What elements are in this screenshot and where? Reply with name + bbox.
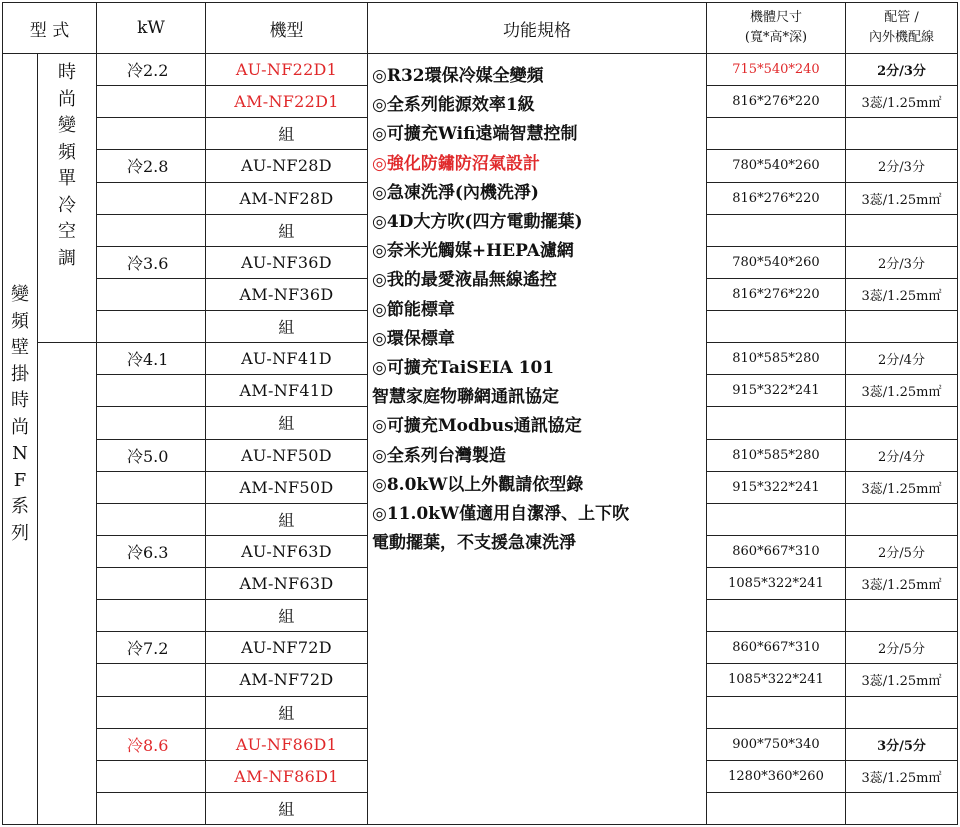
model-cell: AU-NF41D [206, 343, 368, 375]
kw-cell [97, 407, 206, 439]
pipe-cell [846, 214, 958, 246]
feature-line: ◎4D大方吹(四方電動擺葉) [372, 212, 583, 233]
kw-cell: 冷3.6 [97, 246, 206, 278]
model-cell: AU-NF63D [206, 535, 368, 567]
kw-cell [97, 664, 206, 696]
model-cell: 組 [206, 696, 368, 728]
pipe-cell [846, 600, 958, 632]
kw-cell [97, 792, 206, 824]
kw-cell: 冷6.3 [97, 535, 206, 567]
feature-line: 電動擺葉，不支援急凍洗淨 [372, 533, 576, 554]
dimension-cell [707, 792, 846, 824]
pipe-cell: 2分/5分 [846, 632, 958, 664]
dimension-cell: 816*276*220 [707, 86, 846, 118]
model-cell: 組 [206, 503, 368, 535]
model-cell: AU-NF22D1 [206, 54, 368, 86]
kw-cell [97, 600, 206, 632]
feature-line: ◎全系列台灣製造 [372, 445, 506, 466]
header-size [707, 3, 846, 54]
model-cell: AM-NF28D [206, 182, 368, 214]
model-cell: 組 [206, 600, 368, 632]
model-cell: AM-NF72D [206, 664, 368, 696]
dimension-cell: 915*322*241 [707, 375, 846, 407]
pipe-cell [846, 696, 958, 728]
pipe-cell: 3蕊/1.25m㎡ [846, 278, 958, 310]
kw-cell [97, 375, 206, 407]
header-pipe-line1: 配管 / [884, 10, 919, 25]
feature-line: ◎環保標章 [372, 328, 455, 349]
dimension-cell [707, 503, 846, 535]
feature-line: ◎急凍洗淨(內機洗淨) [372, 182, 539, 203]
kw-cell [97, 278, 206, 310]
pipe-cell: 3蕊/1.25m㎡ [846, 375, 958, 407]
pipe-cell: 3分/5分 [846, 728, 958, 760]
dimension-cell: 860*667*310 [707, 535, 846, 567]
model-cell: AU-NF50D [206, 439, 368, 471]
subseries-label-cell [38, 54, 97, 343]
kw-cell [97, 86, 206, 118]
dimension-cell: 810*585*280 [707, 343, 846, 375]
dimension-cell: 780*540*260 [707, 150, 846, 182]
pipe-cell: 3蕊/1.25m㎡ [846, 760, 958, 792]
dimension-cell: 816*276*220 [707, 182, 846, 214]
table-row [3, 54, 958, 86]
feature-line: ◎強化防鏽防沼氣設計 [372, 153, 540, 174]
features-cell [368, 54, 707, 825]
pipe-cell: 3蕊/1.25m㎡ [846, 471, 958, 503]
dimension-cell [707, 214, 846, 246]
pipe-cell [846, 792, 958, 824]
series-label-cell [3, 54, 38, 825]
dimension-cell: 1280*360*260 [707, 760, 846, 792]
model-cell: AM-NF86D1 [206, 760, 368, 792]
subseries-empty-cell [38, 343, 97, 825]
pipe-cell: 2分/3分 [846, 150, 958, 182]
header-type: 型 式 [3, 3, 97, 54]
pipe-cell [846, 311, 958, 343]
pipe-cell: 2分/3分 [846, 246, 958, 278]
kw-cell: 冷8.6 [97, 728, 206, 760]
pipe-cell: 2分/3分 [846, 54, 958, 86]
header-kw: kW [97, 3, 206, 54]
kw-cell: 冷4.1 [97, 343, 206, 375]
model-cell: AU-NF72D [206, 632, 368, 664]
feature-line: ◎R32環保冷媒全變頻 [372, 66, 544, 86]
feature-line: ◎可擴充TaiSEIA 101 [372, 358, 555, 379]
dimension-cell: 810*585*280 [707, 439, 846, 471]
feature-line: ◎8.0kW以上外觀請依型錄 [372, 474, 584, 495]
feature-line: ◎奈米光觸媒+HEPA濾網 [372, 241, 574, 262]
header-pipe [846, 3, 958, 54]
kw-cell [97, 503, 206, 535]
header-pipe-line2: 內外機配線 [868, 30, 934, 45]
pipe-cell [846, 407, 958, 439]
kw-cell [97, 471, 206, 503]
model-cell: AM-NF36D [206, 278, 368, 310]
model-cell: 組 [206, 407, 368, 439]
kw-cell: 冷2.8 [97, 150, 206, 182]
feature-line: ◎可擴充Modbus通訊協定 [372, 416, 582, 437]
dimension-cell: 860*667*310 [707, 632, 846, 664]
model-cell: 組 [206, 792, 368, 824]
model-cell: AU-NF86D1 [206, 728, 368, 760]
model-cell: AU-NF28D [206, 150, 368, 182]
pipe-cell: 3蕊/1.25m㎡ [846, 86, 958, 118]
model-cell: 組 [206, 118, 368, 150]
header-size-line2: (寬*高*深) [744, 30, 808, 45]
dimension-cell [707, 118, 846, 150]
dimension-cell [707, 407, 846, 439]
table-body [3, 54, 958, 825]
dimension-cell: 900*750*340 [707, 728, 846, 760]
kw-cell [97, 214, 206, 246]
spec-table [2, 2, 958, 825]
model-cell: 組 [206, 214, 368, 246]
model-cell: AM-NF50D [206, 471, 368, 503]
dimension-cell: 780*540*260 [707, 246, 846, 278]
feature-line: ◎節能標章 [372, 299, 455, 320]
series-label: 變頻壁掛時尚NF系列 [11, 284, 29, 544]
model-cell: AM-NF63D [206, 568, 368, 600]
dimension-cell: 1085*322*241 [707, 664, 846, 696]
pipe-cell: 2分/4分 [846, 439, 958, 471]
kw-cell [97, 696, 206, 728]
model-cell: AM-NF41D [206, 375, 368, 407]
model-cell: AU-NF36D [206, 246, 368, 278]
kw-cell [97, 568, 206, 600]
feature-line: 智慧家庭物聯網通訊協定 [372, 387, 559, 408]
kw-cell: 冷2.2 [97, 54, 206, 86]
header-features: 功能規格 [368, 3, 707, 54]
kw-cell [97, 118, 206, 150]
model-cell: AM-NF22D1 [206, 86, 368, 118]
pipe-cell: 3蕊/1.25m㎡ [846, 664, 958, 696]
pipe-cell: 3蕊/1.25m㎡ [846, 568, 958, 600]
model-cell: 組 [206, 311, 368, 343]
kw-cell: 冷7.2 [97, 632, 206, 664]
feature-line: ◎可擴充Wifi遠端智慧控制 [372, 124, 578, 145]
dimension-cell: 915*322*241 [707, 471, 846, 503]
subseries-label: 時尚變頻單冷空調 [58, 62, 76, 269]
kw-cell [97, 760, 206, 792]
dimension-cell: 816*276*220 [707, 278, 846, 310]
header-size-line1: 機體尺寸 [749, 10, 802, 25]
kw-cell: 冷5.0 [97, 439, 206, 471]
feature-line: ◎11.0kW僅適用自潔淨、上下吹 [372, 504, 630, 525]
header-row [3, 3, 958, 54]
pipe-cell [846, 118, 958, 150]
pipe-cell: 2分/5分 [846, 535, 958, 567]
pipe-cell [846, 503, 958, 535]
header-model: 機型 [206, 3, 368, 54]
dimension-cell [707, 696, 846, 728]
kw-cell [97, 182, 206, 214]
dimension-cell [707, 600, 846, 632]
dimension-cell [707, 311, 846, 343]
feature-line: ◎我的最愛液晶無線遙控 [372, 270, 557, 291]
dimension-cell: 715*540*240 [707, 54, 846, 86]
kw-cell [97, 311, 206, 343]
dimension-cell: 1085*322*241 [707, 568, 846, 600]
feature-line: ◎全系列能源效率1級 [372, 95, 535, 116]
pipe-cell: 2分/4分 [846, 343, 958, 375]
pipe-cell: 3蕊/1.25m㎡ [846, 182, 958, 214]
